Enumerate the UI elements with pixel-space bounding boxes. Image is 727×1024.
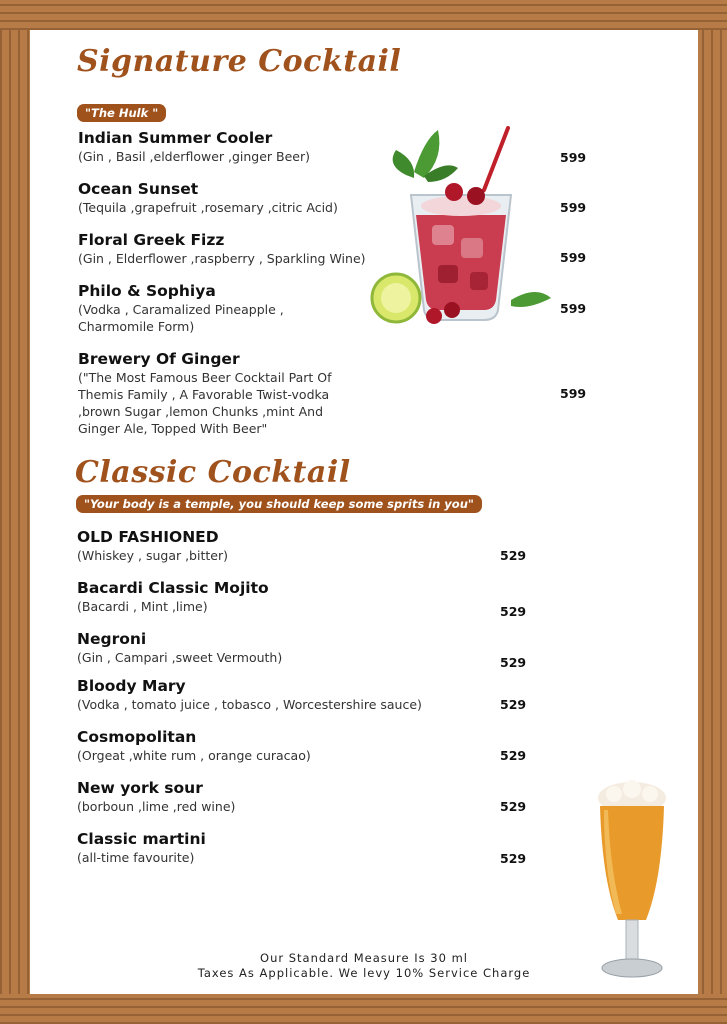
menu-item-desc: (Vodka , tomato juice , tobasco , Worcestershire sauce) (77, 697, 422, 712)
wood-frame-bottom (0, 994, 727, 1024)
menu-item-name: Ocean Sunset (78, 180, 199, 198)
menu-item-price: 529 (500, 655, 527, 670)
classic-title: Classic Cocktail (75, 455, 351, 490)
menu-item-price: 529 (500, 799, 527, 814)
menu-item-name: Brewery Of Ginger (78, 350, 240, 368)
menu-item-name: Floral Greek Fizz (78, 231, 225, 249)
menu-item-price: 529 (500, 851, 527, 866)
menu-item-desc: (Gin , Campari ,sweet Vermouth) (77, 650, 283, 665)
menu-item-desc: (all-time favourite) (77, 850, 195, 865)
menu-page (30, 30, 698, 994)
menu-item-desc: (Gin , Elderflower ,raspberry , Sparkling Wine) (78, 251, 366, 266)
menu-item-desc: (Bacardi , Mint ,lime) (77, 599, 208, 614)
menu-item-name: New york sour (77, 779, 203, 797)
menu-item-name: OLD FASHIONED (77, 528, 219, 546)
menu-item-price: 599 (560, 386, 587, 401)
menu-item-name: Philo & Sophiya (78, 282, 216, 300)
menu-item-name: Indian Summer Cooler (78, 129, 273, 147)
menu-item-desc: (Whiskey , sugar ,bitter) (77, 548, 228, 563)
menu-item-desc: ("The Most Famous Beer Cocktail Part Of Themis Family , A Favorable Twist-vodka ,brown Sugar ,lemon Chunks ,mint And Ginger Ale, Topped With Beer" (78, 370, 332, 436)
signature-tagline: "The Hulk " (77, 104, 166, 122)
red-cocktail-illustration (366, 120, 551, 325)
menu-item-name: Cosmopolitan (77, 728, 197, 746)
classic-tagline: "Your body is a temple, you should keep some sprits in you" (76, 495, 482, 513)
signature-title: Signature Cocktail (77, 44, 402, 79)
menu-item-name: Bacardi Classic Mojito (77, 579, 269, 597)
wood-frame-top (0, 0, 727, 30)
menu-item-name: Bloody Mary (77, 677, 186, 695)
menu-item-price: 529 (500, 604, 527, 619)
menu-item-price: 599 (560, 200, 587, 215)
menu-item-price: 599 (560, 301, 587, 316)
menu-item-desc: (Vodka , Caramalized Pineapple , Charmomile Form) (78, 302, 284, 334)
menu-item-desc: (Gin , Basil ,elderflower ,ginger Beer) (78, 149, 311, 164)
footer-measure: Our Standard Measure Is 30 ml (260, 951, 468, 965)
footer-taxes: Taxes As Applicable. We levy 10% Service Charge (197, 966, 531, 980)
menu-item-name: Classic martini (77, 830, 206, 848)
menu-item-desc: (Tequila ,grapefruit ,rosemary ,citric Acid) (78, 200, 338, 215)
menu-item-name: Negroni (77, 630, 147, 648)
menu-item-price: 599 (560, 150, 587, 165)
menu-item-price: 599 (560, 250, 587, 265)
menu-item-price: 529 (500, 548, 527, 563)
menu-item-desc: (borboun ,lime ,red wine) (77, 799, 236, 814)
menu-item-price: 529 (500, 748, 527, 763)
menu-item-desc: (Orgeat ,white rum , orange curacao) (77, 748, 311, 763)
menu-item-price: 529 (500, 697, 527, 712)
